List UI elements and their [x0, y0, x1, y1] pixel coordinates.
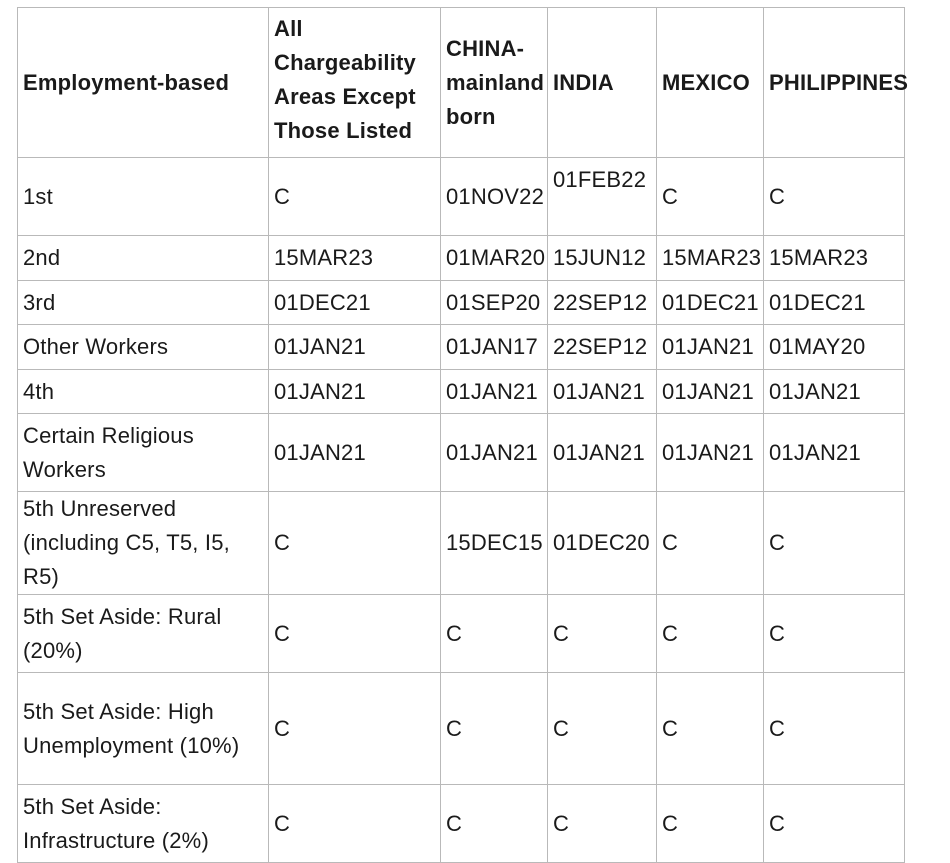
row-cell: 01FEB22: [548, 158, 657, 236]
row-cell: C: [657, 673, 764, 785]
header-china: CHINA-mainland born: [441, 8, 548, 158]
row-cell: C: [657, 595, 764, 673]
row-cell: C: [764, 785, 905, 863]
row-cell: 01JAN21: [441, 370, 548, 414]
row-cell: 01JAN21: [269, 325, 441, 370]
table-row: [18, 785, 905, 863]
row-cell: 01JAN21: [548, 414, 657, 492]
row-cell: 01JAN21: [269, 370, 441, 414]
row-cell: C: [548, 785, 657, 863]
row-cell: 15MAR23: [269, 236, 441, 281]
row-cell: 01MAR20: [441, 236, 548, 281]
visa-bulletin-table: [17, 7, 909, 863]
row-cell: 01JAN21: [657, 325, 764, 370]
row-cell: 01DEC21: [657, 281, 764, 325]
row-cell: 01JAN21: [764, 414, 905, 492]
header-mexico: MEXICO: [657, 8, 764, 158]
row-category: 5th Set Aside: High Unemployment (10%): [18, 673, 269, 785]
row-cell: C: [269, 595, 441, 673]
row-cell: C: [764, 595, 905, 673]
table-row: [18, 236, 905, 281]
row-cell: 01JAN21: [548, 370, 657, 414]
table-row: [18, 281, 905, 325]
table-row: [18, 325, 905, 370]
table-header-row: [18, 8, 905, 158]
row-cell: 22SEP12: [548, 325, 657, 370]
row-cell: 01NOV22: [441, 158, 548, 236]
row-category: 4th: [18, 370, 269, 414]
row-cell: C: [764, 158, 905, 236]
row-category: 1st: [18, 158, 269, 236]
row-cell: 01JAN21: [764, 370, 905, 414]
row-cell: C: [269, 673, 441, 785]
row-category: Certain Religious Workers: [18, 414, 269, 492]
row-cell: C: [269, 492, 441, 595]
row-cell: 15DEC15: [441, 492, 548, 595]
row-cell: 01SEP20: [441, 281, 548, 325]
row-category: 5th Unreserved (including C5, T5, I5, R5): [18, 492, 269, 595]
row-cell: C: [441, 595, 548, 673]
header-employment-based: Employment-based: [18, 8, 269, 158]
row-category: 5th Set Aside: Infrastructure (2%): [18, 785, 269, 863]
row-cell: 01JAN21: [657, 370, 764, 414]
row-cell: 22SEP12: [548, 281, 657, 325]
table-row: [18, 673, 905, 785]
row-cell: 01JAN21: [657, 414, 764, 492]
row-category: 5th Set Aside: Rural (20%): [18, 595, 269, 673]
header-india: INDIA: [548, 8, 657, 158]
row-cell: 01JAN17: [441, 325, 548, 370]
row-cell: C: [657, 492, 764, 595]
row-cell: C: [441, 673, 548, 785]
table-row: [18, 414, 905, 492]
row-cell: C: [657, 158, 764, 236]
row-cell: 01DEC21: [764, 281, 905, 325]
table-row: [18, 595, 905, 673]
row-cell: C: [764, 492, 905, 595]
row-category: 3rd: [18, 281, 269, 325]
table-row: [18, 492, 905, 595]
table-row: [18, 370, 905, 414]
row-cell: C: [764, 673, 905, 785]
row-cell: C: [269, 158, 441, 236]
header-philippines: PHILIPPINES: [764, 8, 905, 158]
row-cell: 01JAN21: [269, 414, 441, 492]
row-category: 2nd: [18, 236, 269, 281]
row-cell: 01MAY20: [764, 325, 905, 370]
row-cell: 01JAN21: [441, 414, 548, 492]
row-cell: C: [269, 785, 441, 863]
row-cell: C: [441, 785, 548, 863]
row-cell: 01DEC21: [269, 281, 441, 325]
table-row: [18, 158, 905, 236]
row-cell: C: [657, 785, 764, 863]
header-all-chargeability: All Chargeability Areas Except Those Listed: [269, 8, 441, 158]
row-cell: 15MAR23: [657, 236, 764, 281]
row-cell: 15MAR23: [764, 236, 905, 281]
row-category: Other Workers: [18, 325, 269, 370]
row-cell: 15JUN12: [548, 236, 657, 281]
row-cell: 01DEC20: [548, 492, 657, 595]
row-cell: C: [548, 673, 657, 785]
row-cell: C: [548, 595, 657, 673]
